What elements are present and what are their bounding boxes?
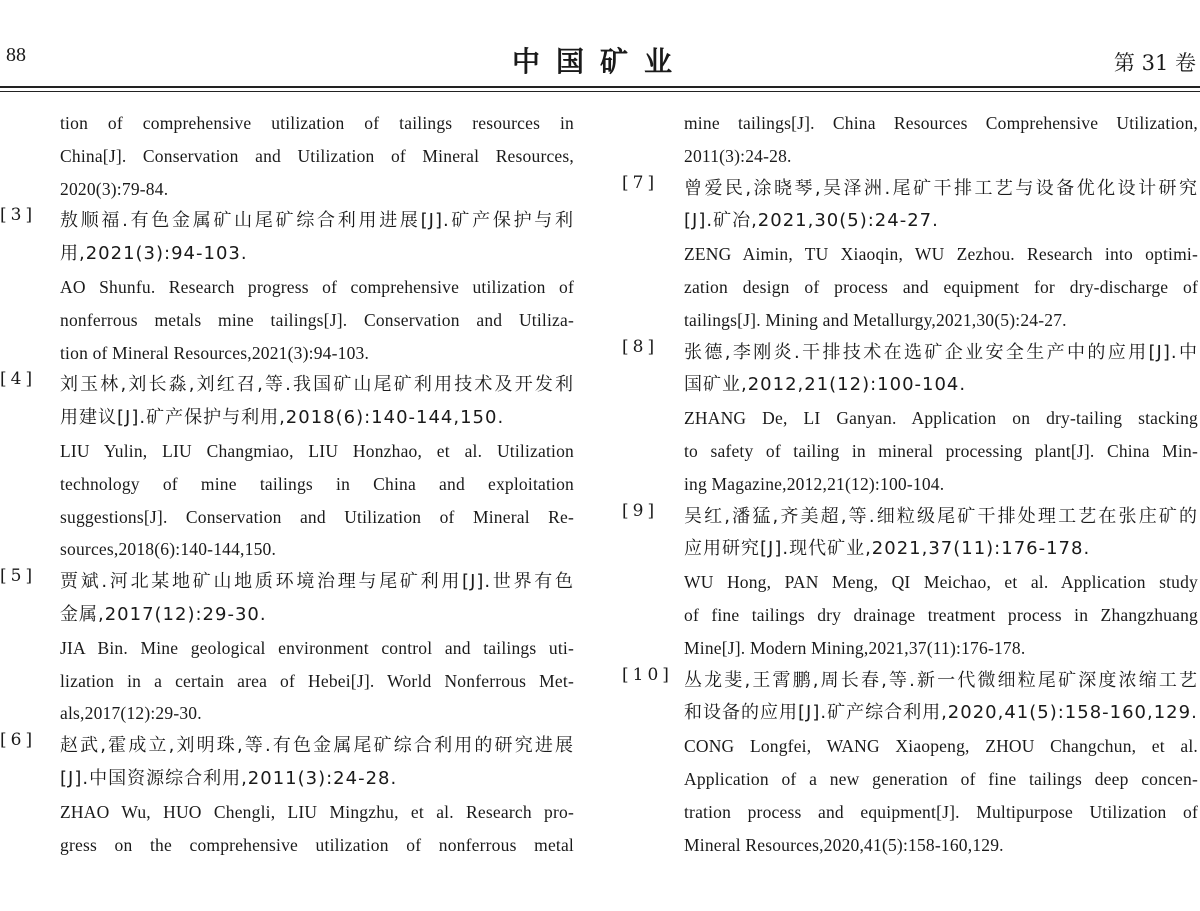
reference-number: [10] — [622, 664, 673, 685]
reference-number: [9] — [622, 500, 659, 521]
reference-entry — [0, 369, 574, 566]
reference-line-english: als,2017(12):29-30. — [60, 703, 202, 724]
reference-line-chinese: 用建议[J].矿产保护与利用,2018(6):140-144,150. — [60, 407, 505, 429]
references-right-column — [622, 107, 1198, 861]
reference-entry — [0, 205, 574, 369]
reference-line-english: JIA Bin. Mine geological environment control and tailings uti- — [60, 637, 574, 658]
reference-line-english: nonferrous metals mine tailings[J]. Conservation and Utiliza- — [60, 309, 574, 330]
reference-line-english: of fine tailings dry drainage treatment process in Zhangzhuang — [684, 604, 1198, 625]
reference-line-chinese: 和设备的应用[J].矿产综合利用,2020,41(5):158-160,129. — [684, 702, 1198, 724]
reference-line-english: 2020(3):79-84. — [60, 178, 169, 199]
reference-number: [7] — [622, 172, 659, 193]
references-left-column — [0, 107, 574, 861]
reference-line-chinese: 赵武,霍成立,刘明珠,等.有色金属尾矿综合利用的研究进展 — [60, 735, 574, 757]
reference-line-english: ZHANG De, LI Ganyan. Application on dry-tailing stacking — [684, 408, 1198, 429]
reference-line-chinese: 用,2021(3):94-103. — [60, 243, 248, 265]
reference-line-english: AO Shunfu. Research progress of comprehensive utilization of — [60, 276, 574, 297]
reference-line-chinese: 敖顺福.有色金属矿山尾矿综合利用进展[J].矿产保护与利 — [60, 210, 574, 232]
reference-line-english: LIU Yulin, LIU Changmiao, LIU Honzhao, et al. Utilization — [60, 440, 574, 461]
reference-line-english: mine tailings[J]. China Resources Comprehensive Utilization, — [684, 113, 1198, 133]
reference-line-chinese: 吴红,潘猛,齐美超,等.细粒级尾矿干排处理工艺在张庄矿的 — [684, 505, 1198, 527]
reference-line-english: 2011(3):24-28. — [684, 145, 792, 166]
reference-number: [3] — [0, 205, 37, 226]
reference-line-english: ZHAO Wu, HUO Chengli, LIU Mingzhu, et al. Research pro- — [60, 801, 574, 822]
reference-line-chinese: [J].中国资源综合利用,2011(3):24-28. — [60, 767, 398, 789]
reference-line-english: Mine[J]. Modern Mining,2021,37(11):176-178. — [684, 637, 1026, 658]
reference-line-english: lization in a certain area of Hebei[J]. World Nonferrous Met- — [60, 670, 574, 691]
reference-line-chinese: 应用研究[J].现代矿业,2021,37(11):176-178. — [684, 538, 1091, 560]
reference-entry — [60, 107, 574, 205]
reference-line-chinese: 丛龙斐,王霄鹏,周长春,等.新一代微细粒尾矿深度浓缩工艺 — [684, 669, 1198, 691]
reference-line-english: ZENG Aimin, TU Xiaoqin, WU Zezhou. Research into optimi- — [684, 244, 1198, 265]
reference-line-english: technology of mine tailings in China and exploitation — [60, 473, 574, 494]
reference-line-english: to safety of tailing in mineral processing plant[J]. China Min- — [684, 440, 1198, 461]
reference-line-chinese: 曾爱民,涂晓琴,吴泽洲.尾矿干排工艺与设备优化设计研究 — [684, 177, 1198, 199]
header-rule-thick — [0, 86, 1200, 88]
reference-line-english: Application of a new generation of fine tailings deep concen- — [684, 768, 1198, 789]
reference-entry — [684, 107, 1198, 173]
reference-line-english: Mineral Resources,2020,41(5):158-160,129. — [684, 834, 1004, 855]
reference-line-english: tion of comprehensive utilization of tailings resources in — [60, 113, 574, 133]
reference-line-english: zation design of process and equipment for dry-discharge of — [684, 276, 1198, 297]
reference-line-english: China[J]. Conservation and Utilization of Mineral Resources, — [60, 145, 574, 166]
reference-line-chinese: 贾斌.河北某地矿山地质环境治理与尾矿利用[J].世界有色 — [60, 571, 574, 593]
reference-number: [5] — [0, 566, 37, 587]
reference-entry — [622, 500, 1198, 665]
reference-entry — [0, 730, 574, 861]
reference-line-english: sources,2018(6):140-144,150. — [60, 539, 277, 560]
reference-line-english: tion of Mineral Resources,2021(3):94-103. — [60, 342, 370, 363]
reference-entry — [622, 664, 1198, 862]
volume-label: 第 31 卷 — [1113, 51, 1196, 75]
reference-line-english: tailings[J]. Mining and Metallurgy,2021,30(5):24-27. — [684, 309, 1067, 330]
reference-line-english: suggestions[J]. Conservation and Utilization of Mineral Re- — [60, 506, 574, 527]
journal-title: 中国矿业 — [511, 45, 688, 78]
page-number: 88 — [6, 44, 26, 66]
reference-line-english: CONG Longfei, WANG Xiaopeng, ZHOU Changchun, et al. — [684, 736, 1198, 757]
reference-entry — [622, 172, 1198, 337]
reference-line-chinese: 国矿业,2012,21(12):100-104. — [684, 374, 967, 396]
reference-line-english: gress on the comprehensive utilization of nonferrous metal — [60, 834, 574, 855]
reference-number: [8] — [622, 336, 659, 357]
reference-line-english: WU Hong, PAN Meng, QI Meichao, et al. Application study — [684, 572, 1198, 593]
reference-line-chinese: 金属,2017(12):29-30. — [60, 603, 267, 625]
reference-line-english: ing Magazine,2012,21(12):100-104. — [684, 473, 945, 494]
reference-entry — [0, 566, 574, 730]
reference-number: [6] — [0, 730, 37, 751]
reference-line-english: tration process and equipment[J]. Multipurpose Utilization of — [684, 801, 1198, 822]
reference-entry — [622, 336, 1198, 501]
reference-line-chinese: [J].矿冶,2021,30(5):24-27. — [684, 210, 939, 232]
running-header — [0, 0, 1200, 94]
reference-line-chinese: 张德,李刚炎.干排技术在选矿企业安全生产中的应用[J].中 — [684, 341, 1198, 363]
header-rule-thin — [0, 91, 1200, 92]
reference-number: [4] — [0, 369, 37, 390]
reference-line-chinese: 刘玉林,刘长淼,刘红召,等.我国矿山尾矿利用技术及开发利 — [60, 374, 574, 396]
